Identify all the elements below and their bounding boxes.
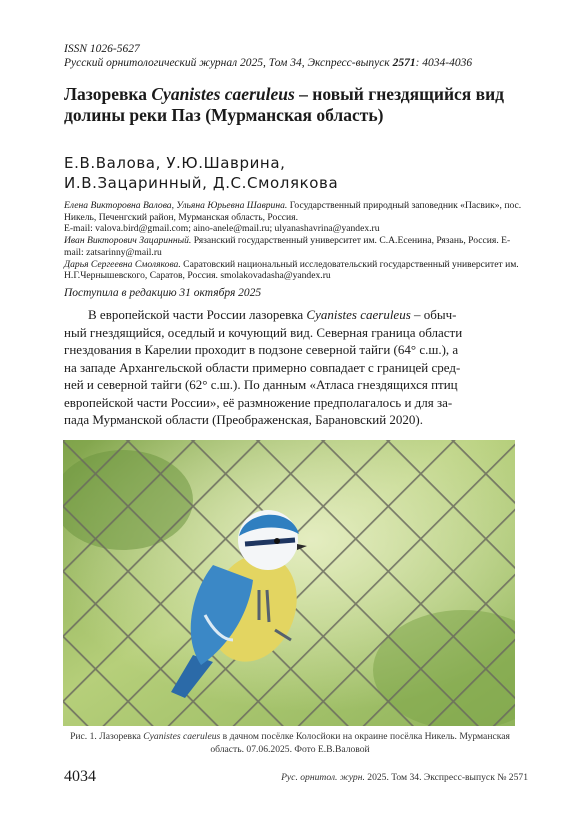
body-line-5: ней и северной тайги (62° с.ш.). По данным «Атласа гнездящихся птиц (64, 377, 458, 392)
body-line-6: европейской части России», её размножение предполагалось и для за- (64, 394, 453, 410)
received-date: Поступила в редакцию 31 октября 2025 (64, 287, 262, 299)
journal-prefix: Русский орнитологический журнал 2025, Том 34, Экспресс-выпуск (64, 57, 393, 69)
article-title (64, 84, 524, 126)
affiliation-1 (64, 200, 524, 223)
authors (64, 153, 524, 193)
page-number: 4034 (64, 768, 96, 785)
bird-photo (63, 440, 515, 726)
caption-end: в дачном посёлке Колосйоки на окраине посёлка Никель. Мурманская область. 07.06.2025. Фото Е.В.Валовой (210, 731, 510, 755)
affiliations (64, 200, 524, 282)
journal-header (64, 56, 472, 70)
body-line-1-end: – обыч- (410, 307, 457, 322)
footer-journal (281, 772, 528, 784)
issue-number: 2571 (392, 57, 416, 69)
affiliation-1-org: Государственный природный заповедник «Пасвик», пос. Никель, Печенгский район, Мурманская область, Россия. (64, 200, 522, 223)
affiliation-2-name: Иван Викторович Зацаринный. (64, 235, 192, 247)
authors-line-2: И.В.Зацаринный, Д.С.Смолякова (64, 174, 339, 192)
affiliation-3-org: Саратовский национальный исследовательский государственный университет им. Н.Г.Чернышевского, Саратов, Россия. smolakovadasha@yandex.ru (64, 258, 519, 282)
affiliation-2 (64, 235, 524, 258)
caption-species: Cyanistes caeruleus (143, 731, 221, 742)
affiliation-1-names: Елена Викторовна Валова, Ульяна Юрьевна Шаврина. (64, 200, 288, 211)
body-species: Cyanistes caeruleus (306, 307, 411, 322)
affiliation-3 (64, 259, 524, 282)
body-line-1 (64, 306, 526, 324)
affiliation-2-org: Рязанский государственный университет им. С.А.Есенина, Рязань, Россия. E-mail: zatsarinny@mail.ru (64, 235, 511, 258)
body-line-1-start: В европейской части России лазоревка (88, 307, 307, 322)
page-range: : 4034-4036 (415, 57, 473, 69)
affiliation-1-email: E-mail: valova.bird@gmail.com; aino-anele@mail.ru; ulyanashavrina@yandex.ru (64, 223, 380, 235)
footer-journal-abbr: Рус. орнитол. журн. (281, 772, 365, 783)
caption-start: Рис. 1. Лазоревка (70, 731, 144, 742)
body-paragraph (64, 306, 526, 429)
title-end: – новый гнездящийся вид долины реки Паз (Мурманская область) (64, 84, 505, 125)
title-species: Cyanistes caeruleus (151, 84, 295, 104)
body-line-2: ный гнездящийся, оседлый и кочующий вид. Северная граница области (64, 324, 463, 340)
body-line-3: гнездования в Карелии проходит в подзоне северной тайги (64° с.ш.), а (64, 342, 459, 357)
body-line-4: на западе Архангельской области примерно совпадает с границей сред- (64, 359, 461, 375)
authors-line-1: Е.В.Валова, У.Ю.Шаврина, (64, 154, 286, 172)
issn: ISSN 1026-5627 (64, 43, 140, 55)
footer-journal-rest: 2025. Том 34. Экспресс-выпуск № 2571 (364, 772, 528, 783)
title-start: Лазоревка (64, 84, 152, 104)
figure-caption (64, 731, 516, 756)
body-line-7: пада Мурманской области (Преображенская, Барановский 2020). (64, 412, 424, 427)
affiliation-3-name: Дарья Сергеевна Смолякова. (64, 258, 181, 270)
